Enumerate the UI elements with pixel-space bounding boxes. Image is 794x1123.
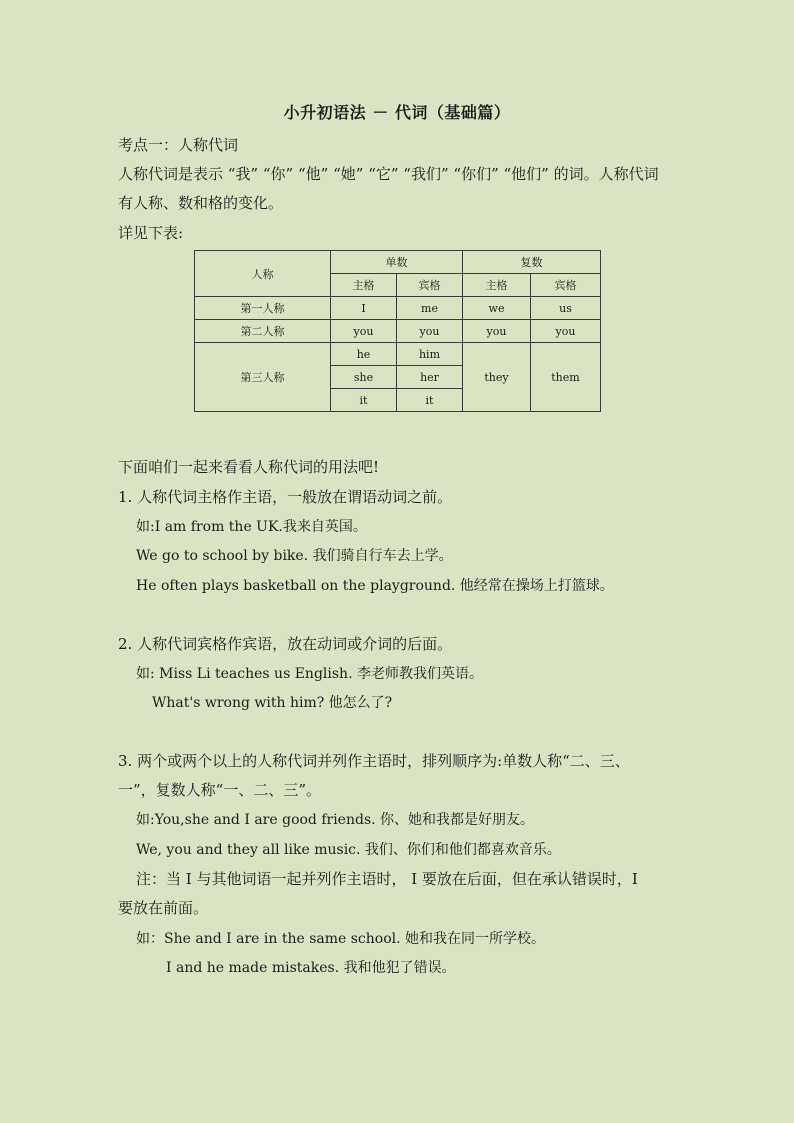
table-cell: us xyxy=(531,297,601,320)
person-cell: 第三人称 xyxy=(195,343,331,412)
pronoun-table xyxy=(194,250,601,412)
rule-1-example-1: 如:I am from the UK.我来自英国。 xyxy=(136,519,367,535)
table-cell: I xyxy=(331,297,397,320)
singular-objective-header: 宾格 xyxy=(397,274,463,297)
table-cell: me xyxy=(397,297,463,320)
plural-nominative-header: 主格 xyxy=(463,274,531,297)
table-row xyxy=(195,343,601,366)
singular-nominative-header: 主格 xyxy=(331,274,397,297)
person-cell: 第二人称 xyxy=(195,320,331,343)
rule-2-example-1: 如: Miss Li teaches us English. 李老师教我们英语。 xyxy=(136,666,483,682)
table-cell: you xyxy=(463,320,531,343)
rule-1-example-3: He often plays basketball on the playground. 他经常在操场上打篮球。 xyxy=(136,578,614,594)
rule-1-example-2: We go to school by bike. 我们骑自行车去上学。 xyxy=(136,548,453,564)
rule-2-example-2: What's wrong with him? 他怎么了? xyxy=(152,695,393,711)
intro-paragraph-line-1: 人称代词是表示 “我” “你” “他” “她” “它” “我们” “你们” “他们” 的词。人称代词 xyxy=(118,165,659,183)
table-cell: it xyxy=(397,389,463,412)
singular-header-cell: 单数 xyxy=(331,251,463,274)
table-row xyxy=(195,320,601,343)
table-row xyxy=(195,297,601,320)
rule-3-example-2: We, you and they all like music. 我们、你们和他们都喜欢音乐。 xyxy=(136,842,561,858)
person-header-cell: 人称 xyxy=(195,251,331,297)
rule-3-example-4: I and he made mistakes. 我和他犯了错误。 xyxy=(166,960,456,976)
section-heading: 考点一：人称代词 xyxy=(118,136,239,154)
intro-paragraph-line-2: 有人称、数和格的变化。 xyxy=(118,194,284,212)
table-cell: he xyxy=(331,343,397,366)
rule-3-line-2: 一”，复数人称“一、二、三”。 xyxy=(118,781,322,799)
rule-1-text: 1. 人称代词主格作主语，一般放在谓语动词之前。 xyxy=(118,488,453,506)
table-cell: you xyxy=(531,320,601,343)
plural-header-cell: 复数 xyxy=(463,251,601,274)
table-cell: she xyxy=(331,366,397,389)
rule-3-note-line-1: 注：当 I 与其他词语一起并列作主语时， I 要放在后面，但在承认错误时，I xyxy=(136,870,638,888)
see-table-label: 详见下表: xyxy=(118,224,184,242)
usage-intro: 下面咱们一起来看看人称代词的用法吧! xyxy=(118,458,380,476)
rule-3-example-1: 如:You,she and I are good friends. 你、她和我都是好朋友。 xyxy=(136,812,535,828)
rule-3-note-line-2: 要放在前面。 xyxy=(118,899,209,917)
table-cell: you xyxy=(331,320,397,343)
table-cell: her xyxy=(397,366,463,389)
person-cell: 第一人称 xyxy=(195,297,331,320)
table-cell: them xyxy=(531,343,601,412)
table-cell: they xyxy=(463,343,531,412)
table-cell: it xyxy=(331,389,397,412)
page-title: 小升初语法 － 代词（基础篇） xyxy=(283,103,511,122)
table-cell: him xyxy=(397,343,463,366)
table-cell: we xyxy=(463,297,531,320)
table-cell: you xyxy=(397,320,463,343)
plural-objective-header: 宾格 xyxy=(531,274,601,297)
rule-2-text: 2. 人称代词宾格作宾语，放在动词或介词的后面。 xyxy=(118,635,453,653)
rule-3-example-3: 如：She and I are in the same school. 她和我在同一所学校。 xyxy=(136,931,546,947)
table-header-row xyxy=(195,251,601,274)
rule-3-line-1: 3. 两个或两个以上的人称代词并列作主语时，排列顺序为:单数人称“二、三、 xyxy=(118,752,630,770)
